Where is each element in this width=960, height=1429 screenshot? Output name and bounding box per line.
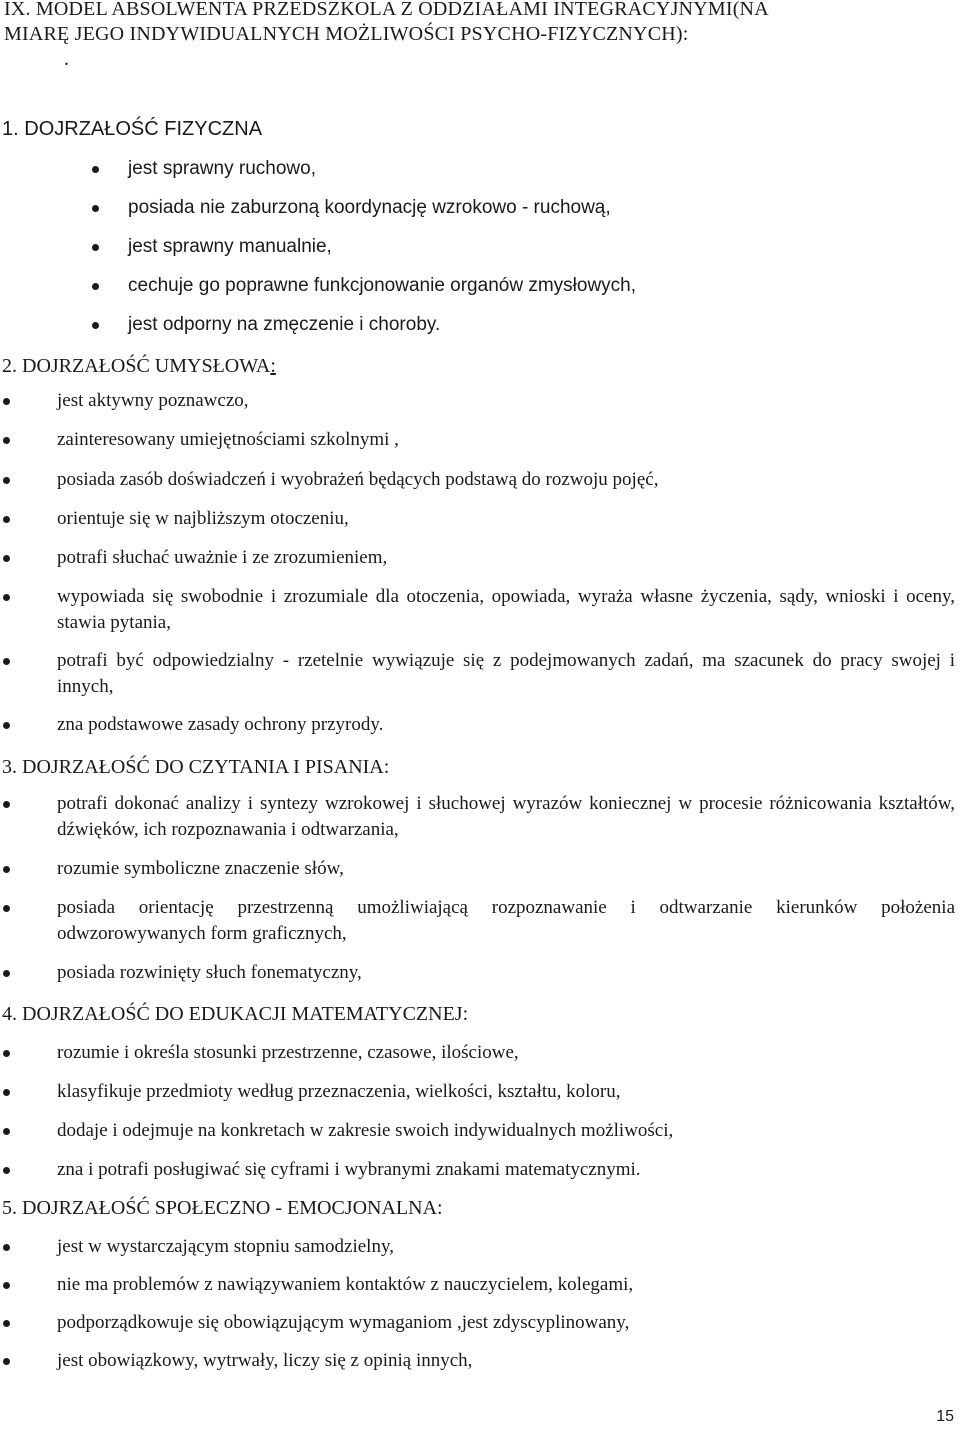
list-item-text: jest odporny na zmęczenie i choroby. xyxy=(128,314,441,335)
section-3-number: 3. xyxy=(2,756,17,778)
title-line-3: . xyxy=(64,48,70,70)
section-5-heading xyxy=(2,1196,443,1220)
document-title xyxy=(4,0,954,71)
list-item xyxy=(0,648,960,712)
list-item-text: zainteresowany umiejętnościami szkolnymi , xyxy=(57,429,399,450)
list-item xyxy=(0,467,960,506)
list-item-text: jest obowiązkowy, wytrwały, liczy się z opinią innych, xyxy=(57,1350,473,1371)
list-item xyxy=(0,856,960,895)
bullet-icon xyxy=(3,1128,10,1135)
list-item-text: potrafi być odpowiedzialny - rzetelnie wywiązuje się z podejmowanych zadań, ma szacunek do pracy swojej i innych, xyxy=(57,650,955,697)
list-item-text: jest sprawny manualnie, xyxy=(128,236,332,257)
section-2-heading xyxy=(2,354,276,378)
list-item-text: zna i potrafi posługiwać się cyframi i wybranymi znakami matematycznymi. xyxy=(57,1159,641,1180)
list-item xyxy=(0,1348,960,1384)
section-5-number: 5. xyxy=(2,1197,17,1219)
list-item-text: zna podstawowe zasady ochrony przyrody. xyxy=(57,714,384,735)
bullet-icon xyxy=(92,322,99,329)
list-item xyxy=(0,960,960,996)
list-item-text: cechuje go poprawne funkcjonowanie organów zmysłowych, xyxy=(128,275,637,296)
bullet-icon xyxy=(3,722,10,729)
list-item-text: dodaje i odejmuje na konkretach w zakresie swoich indywidualnych możliwości, xyxy=(57,1120,674,1141)
bullet-icon xyxy=(3,1244,10,1251)
list-item xyxy=(0,193,900,232)
list-item-text: jest sprawny ruchowo, xyxy=(128,158,316,179)
section-3-heading xyxy=(2,755,389,779)
bullet-icon xyxy=(92,166,99,173)
list-item xyxy=(0,1272,960,1310)
list-item-text: posiada nie zaburzoną koordynację wzrokowo - ruchową, xyxy=(128,197,611,218)
bullet-icon xyxy=(3,970,10,977)
list-item-text: posiada orientację przestrzenną umożliwiającą rozpoznawanie i odtwarzanie kierunków położenia odwzorowywanych form graficznych, xyxy=(57,897,955,944)
bullet-icon xyxy=(3,1320,10,1327)
list-item xyxy=(0,1234,960,1272)
list-item-text: jest w wystarczającym stopniu samodzielny, xyxy=(57,1236,394,1257)
title-line-2: MIARĘ JEGO INDYWIDUALNYCH MOŻLIWOŚCI PSYCHO-FIZYCZNYCH): xyxy=(4,23,689,45)
list-item-text: rozumie symboliczne znaczenie słów, xyxy=(57,858,344,879)
bullet-icon xyxy=(3,1358,10,1365)
bullet-icon xyxy=(3,477,10,484)
section-4-title: DOJRZAŁOŚĆ DO EDUKACJI MATEMATYCZNEJ: xyxy=(17,1003,469,1025)
section-5-title: DOJRZAŁOŚĆ SPOŁECZNO - EMOCJONALNA: xyxy=(17,1197,443,1219)
list-item xyxy=(0,1118,960,1157)
list-item xyxy=(0,271,900,310)
section-5-list xyxy=(0,1234,960,1384)
section-4-number: 4. xyxy=(2,1003,17,1025)
bullet-icon xyxy=(3,1167,10,1174)
section-2-colon: : xyxy=(270,355,276,377)
list-item xyxy=(0,154,900,193)
list-item-text: klasyfikuje przedmioty według przeznaczenia, wielkości, kształtu, koloru, xyxy=(57,1081,621,1102)
list-item xyxy=(0,1079,960,1118)
bullet-icon xyxy=(92,283,99,290)
list-item-text: posiada zasób doświadczeń i wyobrażeń będących podstawą do rozwoju pojęć, xyxy=(57,469,659,490)
bullet-icon xyxy=(3,658,10,665)
bullet-icon xyxy=(3,398,10,405)
section-2-list xyxy=(0,388,960,748)
list-item xyxy=(0,310,900,349)
list-item-text: rozumie i określa stosunki przestrzenne, czasowe, ilościowe, xyxy=(57,1042,519,1063)
list-item xyxy=(0,1310,960,1348)
list-item-text: potrafi słuchać uważnie i ze zrozumieniem, xyxy=(57,547,388,568)
list-item-text: posiada rozwinięty słuch fonematyczny, xyxy=(57,962,362,983)
section-4-list xyxy=(0,1040,960,1193)
bullet-icon xyxy=(3,905,10,912)
list-item-text: potrafi dokonać analizy i syntezy wzrokowej i słuchowej wyrazów koniecznej w procesie różnicowania kształtów, dźwięków, ich rozpoznawania i odtwarzania, xyxy=(57,793,955,840)
list-item xyxy=(0,1040,960,1079)
list-item xyxy=(0,1157,960,1193)
bullet-icon xyxy=(92,244,99,251)
section-1-list xyxy=(0,154,900,349)
page-number: 15 xyxy=(936,1408,954,1425)
list-item xyxy=(0,712,960,748)
bullet-icon xyxy=(3,516,10,523)
bullet-icon xyxy=(3,1282,10,1289)
list-item-text: podporządkowuje się obowiązującym wymaganiom ,jest zdyscyplinowany, xyxy=(57,1312,630,1333)
list-item xyxy=(0,545,960,584)
bullet-icon xyxy=(3,437,10,444)
section-1-title: DOJRZAŁOŚĆ FIZYCZNA xyxy=(18,118,263,140)
section-3-list xyxy=(0,791,960,996)
bullet-icon xyxy=(3,866,10,873)
list-item-text: wypowiada się swobodnie i zrozumiale dla otoczenia, opowiada, wyraża własne życzenia, sądy, wnioski i oceny, stawia pytania, xyxy=(57,586,955,633)
list-item xyxy=(0,584,960,648)
bullet-icon xyxy=(3,555,10,562)
section-3-title: DOJRZAŁOŚĆ DO CZYTANIA I PISANIA: xyxy=(17,756,390,778)
list-item xyxy=(0,388,960,427)
section-2-title: DOJRZAŁOŚĆ UMYSŁOWA xyxy=(17,355,271,377)
bullet-icon xyxy=(3,801,10,808)
list-item xyxy=(0,895,960,960)
section-4-heading xyxy=(2,1002,468,1026)
list-item-text: orientuje się w najbliższym otoczeniu, xyxy=(57,508,349,529)
list-item-text: nie ma problemów z nawiązywaniem kontaktów z nauczycielem, kolegami, xyxy=(57,1274,634,1295)
bullet-icon xyxy=(92,205,99,212)
list-item-text: jest aktywny poznawczo, xyxy=(57,390,249,411)
list-item xyxy=(0,232,900,271)
bullet-icon xyxy=(3,594,10,601)
section-1-heading xyxy=(2,117,262,141)
bullet-icon xyxy=(3,1089,10,1096)
section-2-number: 2. xyxy=(2,355,17,377)
bullet-icon xyxy=(3,1050,10,1057)
section-1-number: 1. xyxy=(2,118,19,140)
title-line-1: IX. MODEL ABSOLWENTA PRZEDSZKOLA Z ODDZIAŁAMI INTEGRACYJNYMI(NA xyxy=(4,0,769,20)
list-item xyxy=(0,427,960,467)
list-item xyxy=(0,506,960,545)
list-item xyxy=(0,791,960,856)
